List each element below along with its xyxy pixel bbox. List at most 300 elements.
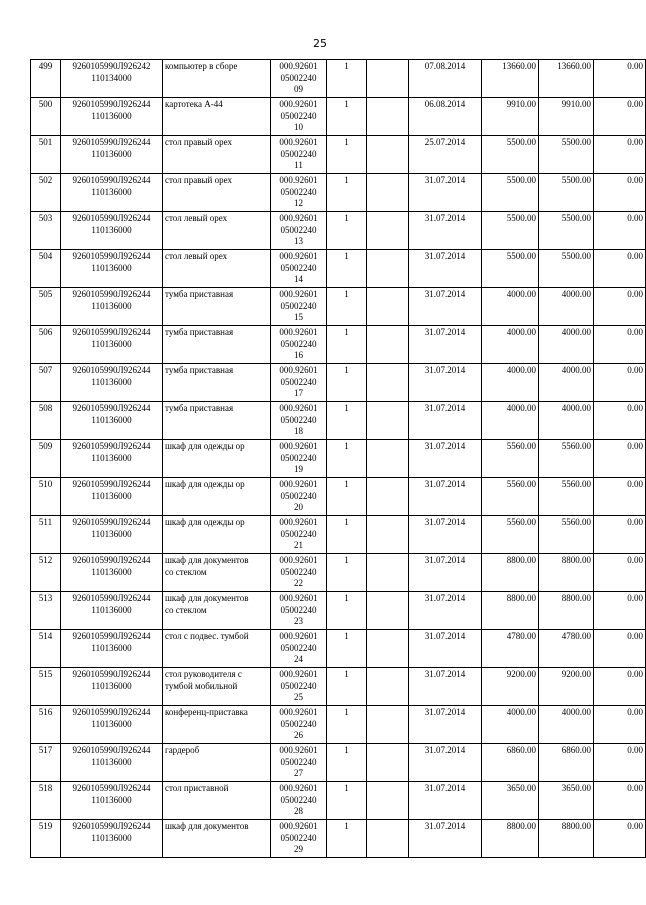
- empty-cell: [367, 174, 409, 212]
- account-code-cell-line: 000.92601: [279, 213, 318, 223]
- inventory-number-cell-line: 110136000: [91, 110, 132, 121]
- asset-name-cell: [163, 782, 271, 820]
- residual-value-cell: 0.00: [594, 174, 646, 212]
- cost-cell: 5500.00: [482, 250, 539, 288]
- row-number-cell: 510: [31, 478, 61, 516]
- account-code-cell-line: 000.92601: [279, 783, 318, 793]
- cost-cell: 8800.00: [482, 592, 539, 630]
- inventory-number-cell: [61, 592, 163, 630]
- account-code-cell: [271, 630, 327, 668]
- row-number-cell: 514: [31, 630, 61, 668]
- asset-name-cell-line: стол правый орех: [165, 137, 232, 147]
- date-cell: 31.07.2014: [409, 250, 482, 288]
- account-code-cell-line: 20: [294, 502, 303, 512]
- table-row: [31, 554, 646, 592]
- account-code-cell-line: 05002240: [280, 680, 317, 691]
- depreciation-cell: 4000.00: [539, 706, 594, 744]
- empty-cell: [367, 288, 409, 326]
- cost-cell: 4780.00: [482, 630, 539, 668]
- quantity-cell: 1: [327, 744, 367, 782]
- inventory-number-cell-line: 110136000: [91, 566, 132, 577]
- asset-name-cell: [163, 440, 271, 478]
- asset-name-cell-line: шкаф для одежды ор: [165, 517, 245, 527]
- account-code-cell-line: 05002240: [280, 376, 317, 387]
- row-number-cell: 515: [31, 668, 61, 706]
- account-code-cell-line: 16: [294, 350, 303, 360]
- table-row: [31, 98, 646, 136]
- row-number-cell: 507: [31, 364, 61, 402]
- inventory-number-cell-line: 9260105990Л926244: [72, 99, 151, 109]
- inventory-number-cell: [61, 516, 163, 554]
- date-cell: 31.07.2014: [409, 478, 482, 516]
- account-code-cell: [271, 250, 327, 288]
- account-code-cell-line: 11: [294, 160, 303, 170]
- inventory-number-cell: [61, 478, 163, 516]
- cost-cell: 9910.00: [482, 98, 539, 136]
- row-number-cell: 506: [31, 326, 61, 364]
- account-code-cell-line: 13: [294, 236, 303, 246]
- row-number-cell: 512: [31, 554, 61, 592]
- residual-value-cell: 0.00: [594, 668, 646, 706]
- date-cell: 31.07.2014: [409, 744, 482, 782]
- account-code-cell-line: 000.92601: [279, 289, 318, 299]
- cost-cell: 3650.00: [482, 782, 539, 820]
- account-code-cell: [271, 212, 327, 250]
- quantity-cell: 1: [327, 440, 367, 478]
- account-code-cell-line: 000.92601: [279, 479, 318, 489]
- inventory-number-cell-line: 110136000: [91, 756, 132, 767]
- cost-cell: 4000.00: [482, 706, 539, 744]
- account-code-cell: [271, 668, 327, 706]
- depreciation-cell: 9910.00: [539, 98, 594, 136]
- residual-value-cell: 0.00: [594, 478, 646, 516]
- quantity-cell: 1: [327, 820, 367, 858]
- cost-cell: 5560.00: [482, 516, 539, 554]
- empty-cell: [367, 744, 409, 782]
- inventory-number-cell-line: 9260105990Л926244: [72, 175, 151, 185]
- asset-name-cell: [163, 60, 271, 98]
- cost-cell: 13660.00: [482, 60, 539, 98]
- inventory-number-cell: [61, 668, 163, 706]
- cost-cell: 4000.00: [482, 288, 539, 326]
- inventory-number-cell: [61, 782, 163, 820]
- residual-value-cell: 0.00: [594, 402, 646, 440]
- inventory-number-cell-line: 9260105990Л926244: [72, 441, 151, 451]
- asset-name-cell: [163, 136, 271, 174]
- quantity-cell: 1: [327, 174, 367, 212]
- account-code-cell-line: 000.92601: [279, 707, 318, 717]
- account-code-cell: [271, 744, 327, 782]
- inventory-number-cell-line: 110136000: [91, 642, 132, 653]
- depreciation-cell: 4000.00: [539, 364, 594, 402]
- asset-name-cell-line: гардероб: [165, 745, 200, 755]
- depreciation-cell: 8800.00: [539, 592, 594, 630]
- account-code-cell-line: 000.92601: [279, 441, 318, 451]
- empty-cell: [367, 402, 409, 440]
- empty-cell: [367, 60, 409, 98]
- inventory-number-cell: [61, 820, 163, 858]
- residual-value-cell: 0.00: [594, 744, 646, 782]
- table-row: [31, 60, 646, 98]
- inventory-number-cell-line: 110136000: [91, 300, 132, 311]
- account-code-cell-line: 05002240: [280, 604, 317, 615]
- table-row: [31, 250, 646, 288]
- inventory-number-cell-line: 9260105990Л926244: [72, 821, 151, 831]
- account-code-cell-line: 05002240: [280, 756, 317, 767]
- depreciation-cell: 8800.00: [539, 820, 594, 858]
- asset-name-cell: [163, 364, 271, 402]
- inventory-number-cell: [61, 250, 163, 288]
- table-row: [31, 820, 646, 858]
- account-code-cell-line: 000.92601: [279, 327, 318, 337]
- inventory-number-cell: [61, 630, 163, 668]
- empty-cell: [367, 250, 409, 288]
- empty-cell: [367, 820, 409, 858]
- asset-name-cell-line: шкаф для одежды ор: [165, 479, 245, 489]
- asset-name-cell: [163, 250, 271, 288]
- account-code-cell: [271, 98, 327, 136]
- account-code-cell-line: 05002240: [280, 718, 317, 729]
- account-code-cell-line: 000.92601: [279, 593, 318, 603]
- date-cell: 31.07.2014: [409, 516, 482, 554]
- account-code-cell-line: 25: [294, 692, 303, 702]
- inventory-number-cell-line: 9260105990Л926244: [72, 707, 151, 717]
- quantity-cell: 1: [327, 326, 367, 364]
- inventory-number-cell-line: 9260105990Л926244: [72, 289, 151, 299]
- residual-value-cell: 0.00: [594, 250, 646, 288]
- inventory-number-cell-line: 9260105990Л926244: [72, 479, 151, 489]
- empty-cell: [367, 630, 409, 668]
- table-row: [31, 478, 646, 516]
- account-code-cell: [271, 60, 327, 98]
- date-cell: 31.07.2014: [409, 364, 482, 402]
- account-code-cell-line: 29: [294, 844, 303, 854]
- residual-value-cell: 0.00: [594, 212, 646, 250]
- table-row: [31, 326, 646, 364]
- account-code-cell-line: 000.92601: [279, 175, 318, 185]
- account-code-cell-line: 21: [294, 540, 303, 550]
- row-number-cell: 501: [31, 136, 61, 174]
- account-code-cell: [271, 288, 327, 326]
- inventory-number-cell-line: 110136000: [91, 414, 132, 425]
- inventory-number-cell: [61, 212, 163, 250]
- depreciation-cell: 8800.00: [539, 554, 594, 592]
- account-code-cell: [271, 782, 327, 820]
- residual-value-cell: 0.00: [594, 60, 646, 98]
- table-row: [31, 402, 646, 440]
- inventory-number-cell-line: 110134000: [91, 72, 132, 83]
- quantity-cell: 1: [327, 782, 367, 820]
- asset-name-cell: [163, 212, 271, 250]
- date-cell: 31.07.2014: [409, 402, 482, 440]
- quantity-cell: 1: [327, 630, 367, 668]
- account-code-cell-line: 05002240: [280, 224, 317, 235]
- empty-cell: [367, 592, 409, 630]
- residual-value-cell: 0.00: [594, 98, 646, 136]
- inventory-number-cell-line: 110136000: [91, 148, 132, 159]
- row-number-cell: 504: [31, 250, 61, 288]
- empty-cell: [367, 136, 409, 174]
- inventory-number-cell-line: 110136000: [91, 186, 132, 197]
- account-code-cell-line: 05002240: [280, 110, 317, 121]
- account-code-cell-line: 22: [294, 578, 303, 588]
- cost-cell: 4000.00: [482, 364, 539, 402]
- account-code-cell: [271, 174, 327, 212]
- table-row: [31, 288, 646, 326]
- table-row: [31, 744, 646, 782]
- row-number-cell: 511: [31, 516, 61, 554]
- account-code-cell-line: 000.92601: [279, 137, 318, 147]
- asset-name-cell: [163, 98, 271, 136]
- row-number-cell: 519: [31, 820, 61, 858]
- inventory-number-cell-line: 9260105990Л926244: [72, 517, 151, 527]
- account-code-cell-line: 000.92601: [279, 631, 318, 641]
- quantity-cell: 1: [327, 592, 367, 630]
- empty-cell: [367, 782, 409, 820]
- account-code-cell-line: 05002240: [280, 528, 317, 539]
- inventory-number-cell-line: 9260105990Л926244: [72, 745, 151, 755]
- account-code-cell-line: 05002240: [280, 72, 317, 83]
- depreciation-cell: 4000.00: [539, 326, 594, 364]
- asset-name-cell-line: стол левый орех: [165, 213, 228, 223]
- date-cell: 31.07.2014: [409, 326, 482, 364]
- row-number-cell: 500: [31, 98, 61, 136]
- row-number-cell: 509: [31, 440, 61, 478]
- table-row: [31, 668, 646, 706]
- inventory-number-cell: [61, 98, 163, 136]
- inventory-number-cell-line: 9260105990Л926244: [72, 251, 151, 261]
- date-cell: 31.07.2014: [409, 554, 482, 592]
- asset-name-cell-line: шкаф для одежды ор: [165, 441, 245, 451]
- account-code-cell-line: 000.92601: [279, 403, 318, 413]
- date-cell: 25.07.2014: [409, 136, 482, 174]
- inventory-number-cell-line: 110136000: [91, 832, 132, 843]
- table-row: [31, 136, 646, 174]
- residual-value-cell: 0.00: [594, 136, 646, 174]
- date-cell: 06.08.2014: [409, 98, 482, 136]
- row-number-cell: 518: [31, 782, 61, 820]
- asset-name-cell-line: тумбой мобильной: [165, 680, 238, 691]
- inventory-number-cell: [61, 744, 163, 782]
- account-code-cell-line: 15: [294, 312, 303, 322]
- inventory-number-cell-line: 110136000: [91, 680, 132, 691]
- depreciation-cell: 3650.00: [539, 782, 594, 820]
- inventory-number-cell-line: 9260105990Л926244: [72, 137, 151, 147]
- date-cell: 31.07.2014: [409, 706, 482, 744]
- inventory-number-cell-line: 9260105990Л926244: [72, 593, 151, 603]
- account-code-cell-line: 000.92601: [279, 745, 318, 755]
- row-number-cell: 499: [31, 60, 61, 98]
- empty-cell: [367, 212, 409, 250]
- account-code-cell-line: 14: [294, 274, 303, 284]
- residual-value-cell: 0.00: [594, 782, 646, 820]
- account-code-cell-line: 000.92601: [279, 821, 318, 831]
- date-cell: 31.07.2014: [409, 782, 482, 820]
- residual-value-cell: 0.00: [594, 706, 646, 744]
- empty-cell: [367, 516, 409, 554]
- asset-name-cell: [163, 630, 271, 668]
- page-number: 25: [313, 37, 327, 50]
- depreciation-cell: 5560.00: [539, 440, 594, 478]
- asset-name-cell-line: шкаф для документов: [165, 555, 249, 565]
- quantity-cell: 1: [327, 136, 367, 174]
- inventory-number-cell-line: 110136000: [91, 262, 132, 273]
- residual-value-cell: 0.00: [594, 630, 646, 668]
- asset-name-cell-line: стол приставной: [165, 783, 229, 793]
- account-code-cell-line: 05002240: [280, 642, 317, 653]
- asset-name-cell: [163, 288, 271, 326]
- account-code-cell-line: 27: [294, 768, 303, 778]
- asset-name-cell: [163, 478, 271, 516]
- asset-name-cell: [163, 554, 271, 592]
- residual-value-cell: 0.00: [594, 326, 646, 364]
- inventory-number-cell-line: 110136000: [91, 338, 132, 349]
- account-code-cell: [271, 402, 327, 440]
- depreciation-cell: 4000.00: [539, 402, 594, 440]
- account-code-cell-line: 000.92601: [279, 365, 318, 375]
- account-code-cell: [271, 554, 327, 592]
- account-code-cell-line: 23: [294, 616, 303, 626]
- inventory-number-cell: [61, 174, 163, 212]
- row-number-cell: 508: [31, 402, 61, 440]
- account-code-cell-line: 12: [294, 198, 303, 208]
- table-row: [31, 630, 646, 668]
- empty-cell: [367, 364, 409, 402]
- account-code-cell-line: 05002240: [280, 832, 317, 843]
- asset-name-cell-line: тумба приставная: [165, 365, 234, 375]
- asset-name-cell-line: со стеклом: [165, 604, 207, 615]
- table-row: [31, 212, 646, 250]
- account-code-cell-line: 05002240: [280, 338, 317, 349]
- residual-value-cell: 0.00: [594, 820, 646, 858]
- account-code-cell-line: 000.92601: [279, 61, 318, 71]
- residual-value-cell: 0.00: [594, 364, 646, 402]
- asset-name-cell-line: тумба приставная: [165, 327, 234, 337]
- quantity-cell: 1: [327, 212, 367, 250]
- date-cell: 31.07.2014: [409, 440, 482, 478]
- quantity-cell: 1: [327, 364, 367, 402]
- asset-name-cell-line: шкаф для документов: [165, 821, 249, 831]
- inventory-number-cell-line: 9260105990Л926244: [72, 669, 151, 679]
- depreciation-cell: 6860.00: [539, 744, 594, 782]
- inventory-number-cell-line: 9260105990Л926244: [72, 365, 151, 375]
- cost-cell: 9200.00: [482, 668, 539, 706]
- row-number-cell: 503: [31, 212, 61, 250]
- residual-value-cell: 0.00: [594, 440, 646, 478]
- account-code-cell-line: 18: [294, 426, 303, 436]
- asset-name-cell-line: тумба приставная: [165, 289, 234, 299]
- account-code-cell-line: 000.92601: [279, 555, 318, 565]
- asset-name-cell: [163, 744, 271, 782]
- account-code-cell-line: 05002240: [280, 490, 317, 501]
- asset-name-cell-line: со стеклом: [165, 566, 207, 577]
- date-cell: 07.08.2014: [409, 60, 482, 98]
- account-code-cell: [271, 440, 327, 478]
- row-number-cell: 505: [31, 288, 61, 326]
- quantity-cell: 1: [327, 98, 367, 136]
- inventory-number-cell-line: 110136000: [91, 794, 132, 805]
- cost-cell: 4000.00: [482, 402, 539, 440]
- account-code-cell-line: 17: [294, 388, 303, 398]
- account-code-cell-line: 19: [294, 464, 303, 474]
- asset-name-cell-line: компьютер в сборе: [165, 61, 238, 71]
- inventory-number-cell-line: 110136000: [91, 376, 132, 387]
- asset-name-cell-line: стол правый орех: [165, 175, 232, 185]
- inventory-number-cell-line: 9260105990Л926244: [72, 555, 151, 565]
- asset-name-cell: [163, 820, 271, 858]
- cost-cell: 6860.00: [482, 744, 539, 782]
- asset-name-cell-line: стол с подвес. тумбой: [165, 631, 249, 641]
- asset-name-cell: [163, 592, 271, 630]
- inventory-number-cell: [61, 288, 163, 326]
- table-row: [31, 516, 646, 554]
- date-cell: 31.07.2014: [409, 820, 482, 858]
- cost-cell: 5500.00: [482, 212, 539, 250]
- empty-cell: [367, 478, 409, 516]
- inventory-number-cell: [61, 402, 163, 440]
- inventory-number-cell: [61, 136, 163, 174]
- account-code-cell-line: 05002240: [280, 300, 317, 311]
- asset-name-cell-line: стол левый орех: [165, 251, 228, 261]
- date-cell: 31.07.2014: [409, 592, 482, 630]
- inventory-number-cell-line: 110136000: [91, 604, 132, 615]
- account-code-cell-line: 000.92601: [279, 669, 318, 679]
- cost-cell: 4000.00: [482, 326, 539, 364]
- inventory-number-cell-line: 9260105990Л926244: [72, 631, 151, 641]
- quantity-cell: 1: [327, 402, 367, 440]
- inventory-number-cell-line: 110136000: [91, 452, 132, 463]
- date-cell: 31.07.2014: [409, 288, 482, 326]
- depreciation-cell: 5560.00: [539, 478, 594, 516]
- account-code-cell: [271, 516, 327, 554]
- empty-cell: [367, 668, 409, 706]
- account-code-cell-line: 09: [294, 84, 303, 94]
- quantity-cell: 1: [327, 250, 367, 288]
- row-number-cell: 513: [31, 592, 61, 630]
- quantity-cell: 1: [327, 60, 367, 98]
- row-number-cell: 502: [31, 174, 61, 212]
- cost-cell: 8800.00: [482, 820, 539, 858]
- inventory-number-cell-line: 110136000: [91, 718, 132, 729]
- account-code-cell-line: 24: [294, 654, 303, 664]
- empty-cell: [367, 440, 409, 478]
- quantity-cell: 1: [327, 554, 367, 592]
- table-row: [31, 364, 646, 402]
- inventory-number-cell: [61, 60, 163, 98]
- cost-cell: 5560.00: [482, 440, 539, 478]
- inventory-number-cell-line: 110136000: [91, 490, 132, 501]
- table-row: [31, 592, 646, 630]
- depreciation-cell: 5500.00: [539, 174, 594, 212]
- account-code-cell-line: 05002240: [280, 566, 317, 577]
- date-cell: 31.07.2014: [409, 668, 482, 706]
- depreciation-cell: 4000.00: [539, 288, 594, 326]
- residual-value-cell: 0.00: [594, 592, 646, 630]
- depreciation-cell: 5500.00: [539, 212, 594, 250]
- table-row: [31, 440, 646, 478]
- quantity-cell: 1: [327, 706, 367, 744]
- row-number-cell: 516: [31, 706, 61, 744]
- cost-cell: 5500.00: [482, 136, 539, 174]
- depreciation-cell: 9200.00: [539, 668, 594, 706]
- account-code-cell: [271, 478, 327, 516]
- asset-name-cell-line: картотека А-44: [165, 99, 223, 109]
- account-code-cell: [271, 592, 327, 630]
- inventory-number-cell-line: 9260105990Л926244: [72, 783, 151, 793]
- depreciation-cell: 4780.00: [539, 630, 594, 668]
- cost-cell: 5500.00: [482, 174, 539, 212]
- table-row: [31, 174, 646, 212]
